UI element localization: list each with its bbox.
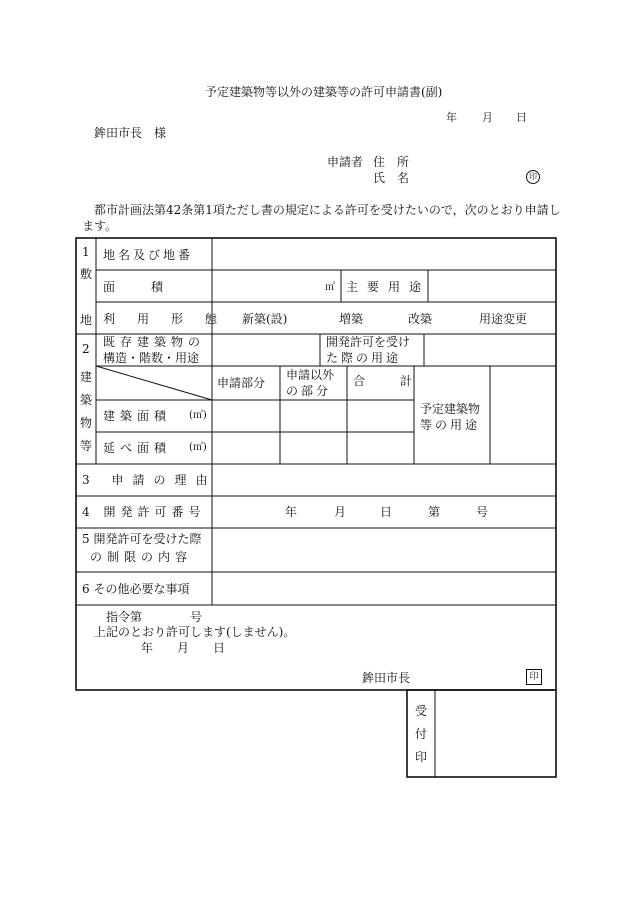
floor-area-label: 延べ面積 xyxy=(103,441,172,455)
intro-text-cont: ます。 xyxy=(82,219,118,233)
section2-side-char-4: 等 xyxy=(80,439,93,453)
building-area-unit: (㎡) xyxy=(189,410,207,421)
area-unit: ㎡ xyxy=(325,282,335,293)
applicant-address-label: 住 所 xyxy=(373,155,410,169)
applicant-label: 申請者 xyxy=(327,155,364,169)
header-day: 日 xyxy=(516,111,527,124)
receipt-char-2: 付 xyxy=(415,727,428,741)
section2-side-char-3: 物 xyxy=(80,416,93,430)
dev-permit-number-label: 4 開発許可番号 xyxy=(82,505,206,519)
permit-dai: 第 xyxy=(428,505,441,519)
planned-use-label-b: 等の用途 xyxy=(420,418,481,432)
applicant-name-label: 氏 名 xyxy=(373,171,410,185)
usage-option-change: 用途変更 xyxy=(479,312,528,326)
receipt-char-1: 受 xyxy=(415,704,428,718)
section2-number: 2 xyxy=(82,342,90,356)
intro-text: 都市計画法第42条第1項ただし書の規定による許可を受けたいので，次のとおり申請し xyxy=(94,203,561,217)
lot-label: 地名及び地番 xyxy=(103,248,194,262)
approval-month: 月 xyxy=(177,641,190,655)
main-use-label: 主要用途 xyxy=(346,280,431,294)
header-month: 月 xyxy=(482,111,493,124)
approval-day: 日 xyxy=(213,641,226,655)
dev-permit-use-label-a: 開発許可を受け xyxy=(326,335,411,349)
restriction-label-b: の制限の内容 xyxy=(90,550,193,564)
permit-day: 日 xyxy=(380,505,393,519)
existing-building-label-a: 既存建築物の xyxy=(103,335,206,349)
permit-year: 年 xyxy=(285,505,298,519)
planned-use-label-a: 予定建築物 xyxy=(420,402,481,416)
section1-side-char-2: 地 xyxy=(80,313,93,327)
usage-option-extension: 増築 xyxy=(339,312,364,326)
usage-label: 利用形態 xyxy=(103,312,240,326)
approval-text: 上記のとおり許可します(しません)。 xyxy=(94,625,296,639)
col-other-part-b: の部分 xyxy=(286,384,332,398)
form-title: 予定建築物等以外の建築等の許可申請書(副) xyxy=(205,85,443,99)
order-number-suffix: 号 xyxy=(190,610,203,624)
floor-area-unit: (㎡) xyxy=(189,442,207,453)
addressee: 鉾田市長 様 xyxy=(94,126,167,140)
section2-side-char-2: 築 xyxy=(80,393,93,407)
other-matters-label: 6 その他必要な事項 xyxy=(82,582,190,596)
mayor-seal: 印 xyxy=(526,669,542,685)
usage-option-rebuild: 改築 xyxy=(408,312,433,326)
col-total-b: 計 xyxy=(400,374,413,388)
section1-side-char-1: 敷 xyxy=(80,267,93,281)
col-other-part-a: 申請以外 xyxy=(286,368,335,382)
section2-side-char-1: 建 xyxy=(80,370,93,384)
receipt-char-3: 印 xyxy=(415,750,428,764)
dev-permit-use-label-b: た際の用途 xyxy=(326,351,402,365)
reason-label: 3 申請の理由 xyxy=(82,473,217,487)
header-year: 年 xyxy=(446,111,457,124)
restriction-label-a: 5 開発許可を受けた際 xyxy=(82,532,202,546)
permit-month: 月 xyxy=(334,505,347,519)
building-area-label: 建築面積 xyxy=(103,409,172,423)
order-number-prefix: 指令第 xyxy=(106,610,143,624)
col-total-a: 合 xyxy=(353,374,366,388)
permit-go: 号 xyxy=(476,505,489,519)
area-label: 面 積 xyxy=(103,280,164,294)
approval-year: 年 xyxy=(141,641,154,655)
mayor-label: 鉾田市長 xyxy=(362,671,411,685)
usage-option-new: 新築(設) xyxy=(242,312,288,326)
section1-number: 1 xyxy=(82,245,90,259)
applicant-seal: 印 xyxy=(526,170,540,184)
existing-building-label-b: 構造・階数・用途 xyxy=(103,351,200,365)
col-applied-part: 申請部分 xyxy=(217,376,266,390)
